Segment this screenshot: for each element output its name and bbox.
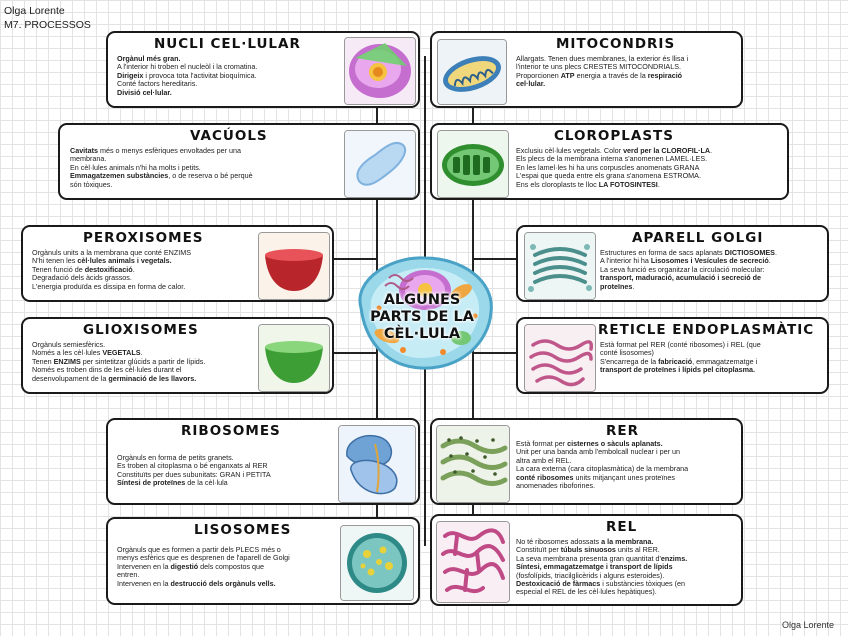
card-rel xyxy=(430,514,743,606)
card-body-line: Degradació dels àcids grassos. xyxy=(32,273,132,283)
card-vacuols xyxy=(58,123,420,200)
card-title: APARELL GOLGI xyxy=(632,230,764,246)
card-body-line: Està format pel RER (conté ribosomes) i REL (que xyxy=(600,340,761,349)
nucleus-image xyxy=(344,37,416,105)
card-body-line: La seva funció es organitzar la circulació molecular: xyxy=(600,264,765,274)
card-body-line: membrana. xyxy=(70,154,107,164)
card-body-line: (fosfolípids, triacilglicèrids i alguns esteroides). xyxy=(516,570,665,580)
card-body-line: Els plecs de la membrana interna s'anomenen LAMEL·LES. xyxy=(516,154,708,164)
card-body-line: L'espai que queda entre els grana s'anomena ESTROMA. xyxy=(516,171,701,181)
golgi-image xyxy=(524,232,596,300)
card-body-line: Només a les cèl·lules VEGETALS. xyxy=(32,348,143,358)
card-body-line: La seva membrana presenta gran quantitat d'enzims. xyxy=(516,553,688,563)
card-title: RETICLE ENDOPLASMÀTIC xyxy=(598,322,815,338)
card-body-line: Allargats. Tenen dues membranes, la exterior és llisa i xyxy=(516,54,689,63)
card-body-line: Dirigeix i provoca tota l'activitat bioquímica. xyxy=(117,70,257,80)
card-body xyxy=(32,341,260,383)
rel-image xyxy=(436,521,510,603)
card-body-line: són tòxiques. xyxy=(70,179,113,189)
card-body-line: L'energia produïda es dissipa en forma de calor. xyxy=(32,281,186,291)
mitochondrion-image xyxy=(437,39,507,105)
card-body-line: conté lisosomes) xyxy=(600,348,654,358)
card-mitocondris xyxy=(430,31,743,108)
center-title-line: ALGUNES xyxy=(383,292,461,308)
card-lisosomes xyxy=(106,517,420,605)
card-peroxisomes xyxy=(21,225,334,302)
card-body xyxy=(117,454,337,488)
course-name: M7. PROCESSOS xyxy=(4,19,91,31)
card-body-line: No té ribosomes adossats a la membrana. xyxy=(516,537,654,546)
card-body-line: Intervenen en la destrucció dels orgànuls vells. xyxy=(117,578,276,588)
card-body xyxy=(516,55,738,89)
card-cloroplasts xyxy=(430,123,789,200)
card-body xyxy=(600,341,826,375)
card-body-line: altra amb el REL. xyxy=(516,455,572,465)
card-body-line: Exclusiu cèl·lules vegetals. Color verd per la CLOROFIL·LA. xyxy=(516,146,713,155)
card-body-line: Tenen ENZIMS per sintetitzar glúcids a partir de lípids. xyxy=(32,356,206,366)
chloroplast-image xyxy=(437,130,509,198)
card-body-line: Orgànuls units a la membrana que conté ENZIMS xyxy=(32,248,191,257)
footer-author: Olga Lorente xyxy=(781,620,834,630)
card-body-line: Ens els cloroplasts te lloc LA FOTOSINTESI. xyxy=(516,179,660,189)
card-body-line: Es troben al citoplasma o bé enganxats al RER xyxy=(117,461,268,471)
card-body-line: En les lamel·les hi ha uns corpuscles anomenats GRANA xyxy=(516,162,700,172)
card-title: GLIOXISOMES xyxy=(83,322,199,338)
card-body xyxy=(117,546,342,588)
card-body-line: Divisió cel·lular. xyxy=(117,87,172,97)
card-title: CLOROPLASTS xyxy=(554,128,674,144)
card-body-line: transport, maduració, acumulació i secreció de xyxy=(600,273,761,283)
card-nucli xyxy=(106,31,420,108)
card-body-line: Només es troben dins de les cèl·lules durant el xyxy=(32,365,182,375)
card-body xyxy=(117,55,342,97)
rer-image xyxy=(436,425,510,503)
card-body-line: entren. xyxy=(117,570,140,580)
card-rer xyxy=(430,418,743,505)
card-body-line: Estructures en forma de sacs aplanats DICTIOSOMES. xyxy=(600,248,777,257)
card-body-line: Orgànuls que es formen a partir dels PLECS més o xyxy=(117,545,281,554)
card-body xyxy=(516,147,784,189)
card-body-line: cel·lular. xyxy=(516,79,546,89)
lysosome-image xyxy=(340,525,414,601)
card-body-line: A l'interior hi troben el nucleòl i la cromatina. xyxy=(117,62,258,72)
card-body xyxy=(516,440,740,490)
card-body-line: especial el REL de les cèl·lules hepàtiques). xyxy=(516,587,657,597)
author-name: Olga Lorente xyxy=(4,5,65,17)
peroxisome-image xyxy=(258,232,330,300)
card-body xyxy=(600,249,826,291)
card-body-line: Destoxicació de fàrmacs i substàncies tòxiques (en xyxy=(516,579,685,589)
glyoxysome-image xyxy=(258,324,330,392)
card-body-line: Unit per una banda amb l'embolcall nuclear i per un xyxy=(516,447,680,457)
card-body xyxy=(70,147,345,189)
card-title: LISOSOMES xyxy=(194,522,292,538)
center-title-line: CÈL·LULA xyxy=(383,326,461,342)
card-body-line: Orgànul més gran. xyxy=(117,54,181,63)
card-glioxisomes xyxy=(21,317,334,394)
center-title xyxy=(343,292,501,343)
card-body-line: N'hi tenen les cèl·lules animals i vegetals. xyxy=(32,256,172,266)
card-body-line: La cara externa (cara citoplasmàtica) de la membrana xyxy=(516,464,689,474)
card-body-line: Orgànuls semiesfèrics. xyxy=(32,340,106,349)
center-title-line: PARTS DE LA xyxy=(370,309,474,325)
card-body-line: conté ribosomes units mitjançant unes proteïnes xyxy=(516,472,675,482)
card-body-line: Tenen funció de destoxificació. xyxy=(32,264,135,274)
card-title: VACÚOLS xyxy=(190,128,268,144)
card-body-line: S'encarrega de la fabricació, emmagatzematge i xyxy=(600,356,758,366)
card-title: RIBOSOMES xyxy=(181,423,281,439)
card-body-line: En cèl·lules animals n'hi ha molts i petits. xyxy=(70,162,201,172)
card-golgi xyxy=(516,225,829,302)
card-ribosomes xyxy=(106,418,420,505)
card-title: NUCLI CEL·LULAR xyxy=(154,36,301,52)
card-title: RER xyxy=(606,423,640,439)
card-body-line: proteïnes. xyxy=(600,281,635,291)
card-body-line: Conté factors hereditaris. xyxy=(117,79,198,89)
card-body-line: Emmagatzemen substàncies, o de reserva o bé perquè xyxy=(70,171,253,181)
card-body-line: Intervenen en la digestió dels compostos que xyxy=(117,561,265,571)
card-body-line: Cavitats més o menys esfèriques envoltades per una xyxy=(70,146,241,155)
card-body-line: Està format per cisternes o sàculs aplanats. xyxy=(516,439,663,448)
card-body-line: desenvolupament de la germinació de les llavors. xyxy=(32,373,197,383)
card-title: REL xyxy=(606,519,638,535)
card-body-line: Constituït per túbuls sinuosos units al RER. xyxy=(516,545,660,555)
card-body-line: Síntesi de proteïnes de la cèl·lula xyxy=(117,478,228,488)
vacuole-image xyxy=(344,130,416,198)
author-block xyxy=(4,4,91,32)
card-body xyxy=(516,538,740,597)
card-body-line: transport de proteïnes i lípids pel citoplasma. xyxy=(600,365,755,375)
card-body-line: Constituïts per dues subunitats: GRAN i PETITA xyxy=(117,469,271,479)
card-body-line: Síntesi, emmagatzematge i transport de lípids xyxy=(516,562,673,572)
reticle-image xyxy=(524,324,596,392)
card-title: PEROXISOMES xyxy=(83,230,204,246)
card-body-line: l'interior te uns plecs CRESTES MITOCONDRIALS. xyxy=(516,62,681,72)
card-body-line: A l'interior hi ha Lisosomes i Vesícules de secreció. xyxy=(600,256,771,266)
ribosome-image xyxy=(338,425,416,503)
card-body-line: menys esfèrics que es desprenen de l'aparell de Golgi xyxy=(117,553,290,563)
card-body-line: Orgànuls en forma de petits granets. xyxy=(117,453,234,462)
card-body xyxy=(32,249,258,291)
card-title: MITOCONDRIS xyxy=(556,36,676,52)
card-reticle xyxy=(516,317,829,394)
card-body-line: Proporcionen ATP energia a través de la respiració xyxy=(516,70,683,80)
card-body-line: anomenades riboforines. xyxy=(516,481,596,491)
